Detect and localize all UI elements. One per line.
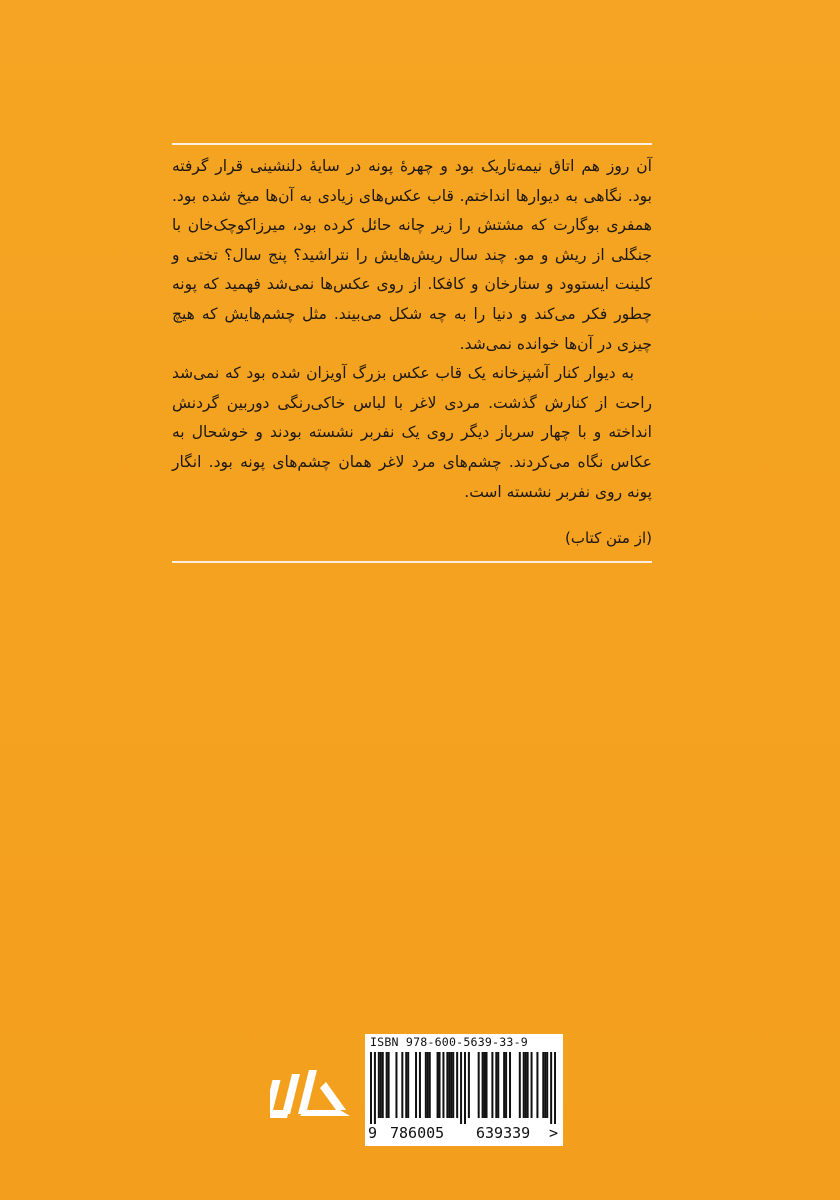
barcode-bar [370, 1052, 372, 1124]
barcode-bar [550, 1052, 552, 1124]
barcode-bar [378, 1052, 380, 1118]
barcode-bar [536, 1052, 538, 1118]
barcode-digit-group-1: 786005 [390, 1124, 445, 1142]
barcode-bar [486, 1052, 488, 1118]
barcode-bar [452, 1052, 454, 1118]
bottom-divider [172, 561, 652, 563]
barcode-bar [491, 1052, 493, 1118]
barcode-bar [554, 1052, 556, 1124]
barcode-bar [450, 1052, 452, 1118]
barcode-bar [505, 1052, 507, 1118]
barcode-bar [519, 1052, 521, 1118]
blurb-paragraph-1: آن روز هم اتاق نیمه‌تاریک بود و چهرهٔ پونه در سایهٔ دلنشینی قرار گرفته بود. نگاهی به دیوارها انداختم. قاب عکس‌های زیادی به آن‌ها میخ شده بود. همفری بوگارت که مشتش را زیر چانه حائل کرده بود، میرزاکوچک‌خان با جنگلی از ریش و مو. چند سال ریش‌هایش را نتراشید؟ پنج سال؟ تختی و کلینت ایستوود و ستارخان و کافکا. از روی عکس‌ها نمی‌شد فهمید که پونه چطور فکر می‌کند و دنیا را به چه شکل می‌بیند. مثل چشم‌هایش که هیچ چیزی در آن‌ها خوانده نمی‌شد. [172, 157, 652, 353]
barcode-bar [523, 1052, 525, 1118]
barcode-bars [370, 1052, 556, 1124]
barcode-bar [546, 1052, 548, 1118]
barcode-bar [405, 1052, 407, 1118]
barcode-bar [401, 1052, 403, 1118]
barcode-bar [427, 1052, 429, 1118]
blurb-text [172, 152, 652, 507]
barcode-bar [407, 1052, 409, 1118]
barcode-bar [478, 1052, 480, 1118]
barcode-bar [442, 1052, 444, 1118]
barcode-bar [429, 1052, 431, 1118]
barcode-bar [386, 1052, 388, 1118]
source-note: (از متن کتاب) [565, 529, 652, 547]
barcode-bar [464, 1052, 466, 1124]
barcode-bar [544, 1052, 546, 1118]
barcode-bar [531, 1052, 533, 1118]
barcode-bar [456, 1052, 458, 1118]
barcode-bar [460, 1052, 462, 1124]
barcode-bar [374, 1052, 376, 1124]
blurb-paragraph-2: به دیوار کنار آشپزخانه یک قاب عکس بزرگ آویزان شده بود که نمی‌شد راحت از کنارش گذشت. مردی لاغر با لباس خاکی‌رنگی دوربین گردنش انداخته و با چهار سرباز دیگر روی یک نفربر نشسته بودند و خوشحال به عکاس نگاه می‌کردند. چشم‌های مرد لاغر همان چشم‌های پونه بود. انگار پونه روی نفربر نشسته است. [172, 364, 652, 501]
publisher-logo-graphic [270, 1066, 354, 1128]
barcode-bar [482, 1052, 484, 1118]
barcode-bar [468, 1052, 470, 1118]
isbn-label: ISBN 978-600-5639-33-9 [370, 1035, 528, 1049]
barcode-bar [437, 1052, 439, 1118]
barcode-bar [415, 1052, 417, 1118]
barcode-bar [380, 1052, 382, 1118]
barcode-bar [439, 1052, 441, 1118]
barcode-bar [446, 1052, 448, 1118]
barcode-bar [542, 1052, 544, 1118]
barcode-bar [525, 1052, 527, 1118]
publisher-logo-icon [270, 1066, 354, 1128]
barcode-bar [495, 1052, 497, 1118]
barcode-digits [368, 1124, 562, 1144]
barcode-bar [382, 1052, 384, 1118]
barcode-bar [419, 1052, 421, 1118]
barcode-bar [484, 1052, 486, 1118]
barcode-bar [425, 1052, 427, 1118]
barcode-bar [497, 1052, 499, 1118]
barcode-quiet-zone-mark: > [549, 1124, 559, 1142]
barcode-digit-lead: 9 [368, 1124, 378, 1142]
barcode-bar [448, 1052, 450, 1118]
barcode-bar [395, 1052, 397, 1118]
barcode-digit-group-2: 639339 [476, 1124, 531, 1142]
top-divider [172, 143, 652, 145]
barcode-bar [509, 1052, 511, 1118]
barcode-bar [527, 1052, 529, 1118]
barcode-bar [388, 1052, 390, 1118]
barcode-bar [503, 1052, 505, 1118]
